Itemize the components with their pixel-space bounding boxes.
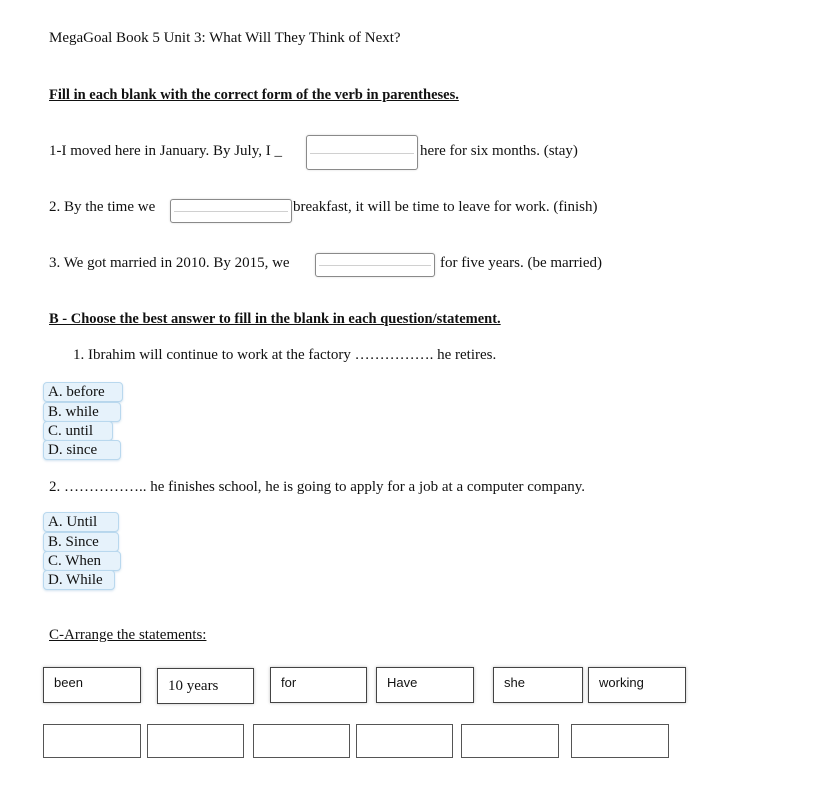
answer-input-a1[interactable] bbox=[306, 135, 418, 170]
question-b1-text: 1. Ibrahim will continue to work at the factory ……………. he retires. bbox=[73, 347, 497, 363]
option-b1-c[interactable]: C. until bbox=[43, 421, 113, 441]
answer-input-a2[interactable] bbox=[170, 199, 292, 223]
question-a2-text-after: breakfast, it will be time to leave for work. (finish) bbox=[293, 199, 598, 215]
word-tile-for[interactable]: for bbox=[270, 667, 367, 703]
drop-slot-4[interactable] bbox=[356, 724, 453, 758]
question-a2-text-before: 2. By the time we bbox=[49, 199, 156, 215]
section-a-heading: Fill in each blank with the correct form of the verb in parentheses. bbox=[49, 87, 459, 103]
option-b1-b[interactable]: B. while bbox=[43, 402, 121, 422]
drop-slot-6[interactable] bbox=[571, 724, 669, 758]
question-a3-text-after: for five years. (be married) bbox=[440, 255, 602, 271]
option-b2-d[interactable]: D. While bbox=[43, 570, 115, 590]
drop-slot-5[interactable] bbox=[461, 724, 559, 758]
question-a1-text-before: 1-I moved here in January. By July, I _ bbox=[49, 143, 282, 159]
drop-slot-3[interactable] bbox=[253, 724, 350, 758]
drop-slot-1[interactable] bbox=[43, 724, 141, 758]
drop-slot-2[interactable] bbox=[147, 724, 244, 758]
word-tile-have[interactable]: Have bbox=[376, 667, 474, 703]
question-a1-text-after: here for six months. (stay) bbox=[420, 143, 578, 159]
option-b2-c[interactable]: C. When bbox=[43, 551, 121, 571]
word-tile-she[interactable]: she bbox=[493, 667, 583, 703]
word-tile-10-years[interactable]: 10 years bbox=[157, 668, 254, 704]
question-a3-text-before: 3. We got married in 2010. By 2015, we bbox=[49, 255, 290, 271]
option-b1-a[interactable]: A. before bbox=[43, 382, 123, 402]
word-tile-working[interactable]: working bbox=[588, 667, 686, 703]
word-tile-been[interactable]: been bbox=[43, 667, 141, 703]
option-b2-a[interactable]: A. Until bbox=[43, 512, 119, 532]
section-c-heading: C-Arrange the statements: bbox=[49, 627, 207, 643]
answer-input-a3[interactable] bbox=[315, 253, 435, 277]
section-b-heading: B - Choose the best answer to fill in the blank in each question/statement. bbox=[49, 311, 501, 327]
worksheet-header: MegaGoal Book 5 Unit 3: What Will They Think of Next? bbox=[49, 30, 401, 46]
option-b1-d[interactable]: D. since bbox=[43, 440, 121, 460]
question-b2-text: 2. …………….. he finishes school, he is going to apply for a job at a computer company. bbox=[49, 479, 586, 495]
option-b2-b[interactable]: B. Since bbox=[43, 532, 119, 552]
